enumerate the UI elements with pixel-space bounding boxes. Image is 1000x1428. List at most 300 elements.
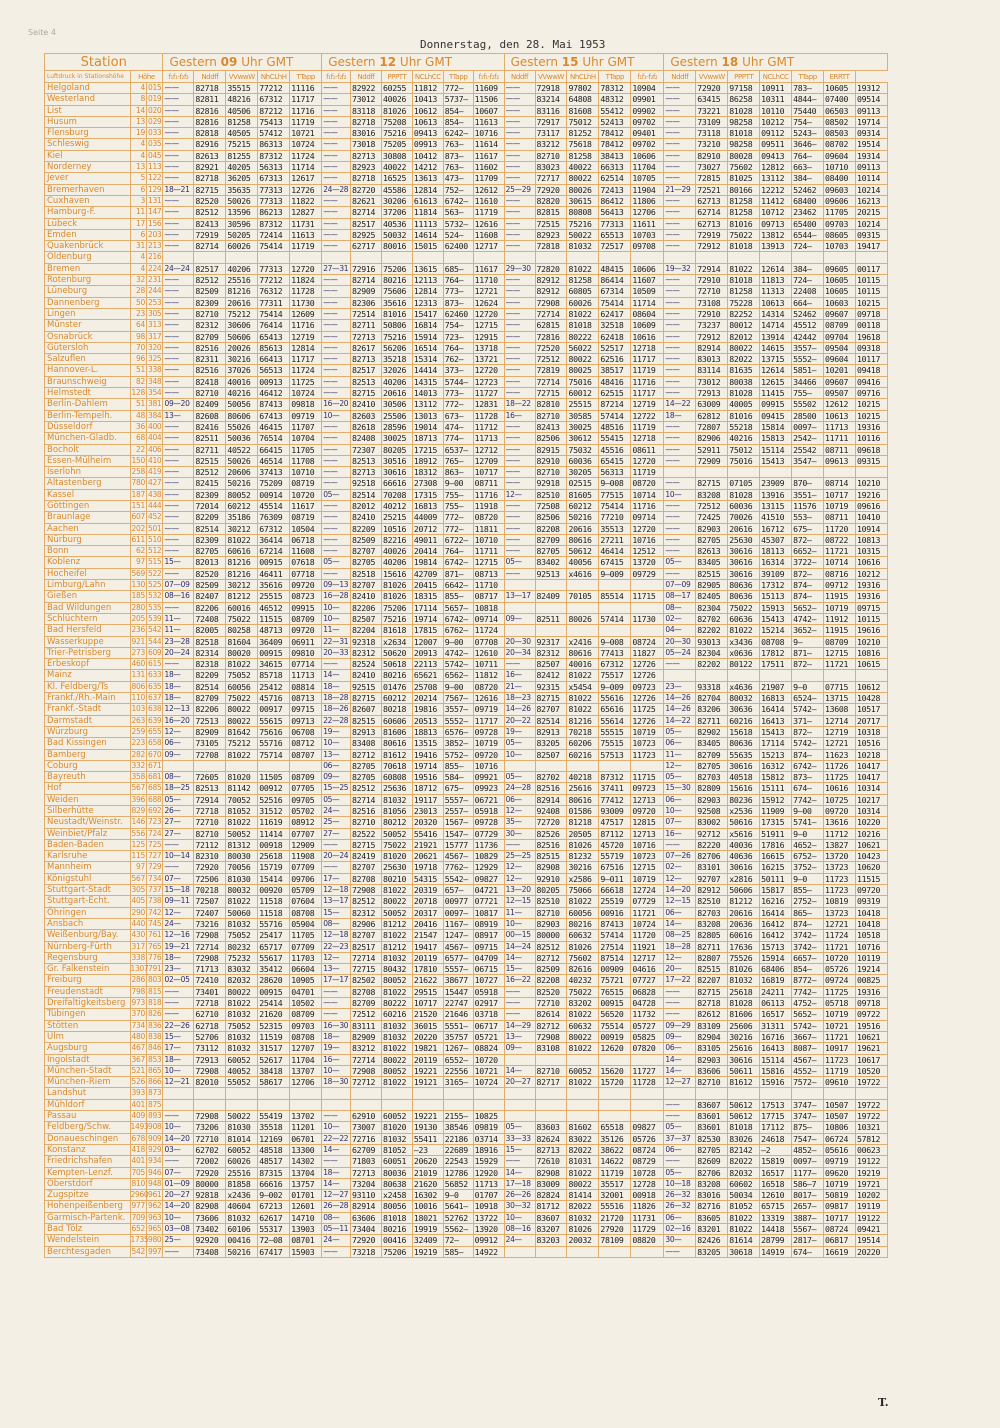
- station-id: 522: [147, 568, 162, 578]
- data-cell: 05—: [322, 489, 351, 500]
- data-cell: 82703: [696, 907, 728, 918]
- data-cell: 15—: [163, 557, 194, 568]
- data-cell: 50611: [728, 1065, 760, 1076]
- data-cell: 76515: [599, 986, 631, 997]
- data-cell: 72815: [696, 173, 728, 184]
- data-cell: 30506: [381, 399, 412, 410]
- station-height: 96: [130, 354, 146, 365]
- data-cell: ——: [163, 286, 194, 297]
- data-cell: [163, 1099, 194, 1110]
- data-cell: ——: [322, 229, 351, 240]
- data-cell: 19316: [855, 591, 887, 602]
- data-cell: ——: [504, 1156, 535, 1167]
- data-cell: 87315: [258, 1167, 290, 1178]
- data-cell: 38622: [599, 1144, 631, 1155]
- station-id: 738: [147, 896, 162, 906]
- data-cell: 78412: [599, 128, 631, 139]
- data-cell: ——: [163, 1111, 194, 1122]
- data-cell: 03718: [473, 1009, 504, 1020]
- data-cell: 10—: [322, 613, 351, 624]
- data-cell: [855, 252, 887, 263]
- data-cell: ——: [664, 365, 696, 376]
- data-cell: 772—: [443, 523, 473, 534]
- station-height: 31: [130, 241, 146, 252]
- data-cell: 82516: [194, 365, 226, 376]
- station-id: 253: [147, 297, 162, 307]
- data-cell: 20—24: [163, 647, 194, 658]
- data-cell: 3551—: [792, 489, 824, 500]
- data-cell: 86258: [728, 94, 760, 105]
- station-id: 419: [147, 467, 162, 477]
- data-cell: ——: [322, 444, 351, 455]
- data-cell: 17114: [412, 602, 443, 613]
- data-cell: 5243—: [792, 128, 824, 139]
- data-cell: 67413: [258, 410, 290, 421]
- data-cell: 20319: [412, 885, 443, 896]
- data-cell: 50052: [381, 828, 412, 839]
- data-cell: 08—: [664, 602, 696, 613]
- data-cell: 11710: [473, 275, 504, 286]
- data-cell: 82809: [696, 783, 728, 794]
- data-cell: 16514: [412, 342, 443, 353]
- data-cell: 82708: [351, 873, 382, 884]
- data-cell: 81022: [381, 885, 412, 896]
- data-cell: 20320: [412, 817, 443, 828]
- data-cell: 10—: [163, 1122, 194, 1133]
- data-cell: 05825: [631, 1031, 664, 1042]
- data-cell: 15817: [760, 885, 792, 896]
- data-cell: 11713: [824, 421, 856, 432]
- station-name: Berlin-Dahlem: [45, 399, 131, 410]
- station-height: 187: [131, 489, 145, 499]
- data-cell: 13722: [473, 1212, 504, 1223]
- data-cell: 10720: [824, 952, 856, 963]
- data-cell: 80052: [226, 489, 258, 500]
- footer-mark: T.: [878, 1396, 889, 1409]
- data-cell: 15912: [760, 794, 792, 805]
- data-cell: 75606: [381, 286, 412, 297]
- data-cell: 11813: [760, 275, 792, 286]
- data-cell: 30025: [381, 433, 412, 444]
- data-cell: 36015: [412, 1020, 443, 1031]
- station-id: 826: [147, 1009, 162, 1019]
- data-cell: 11812: [473, 670, 504, 681]
- data-cell: 50052: [226, 828, 258, 839]
- data-cell: 55719: [599, 851, 631, 862]
- data-cell: 73105: [194, 738, 226, 749]
- data-cell: ——: [322, 218, 351, 229]
- data-cell: 39109: [760, 568, 792, 579]
- data-cell: 13721: [473, 354, 504, 365]
- data-cell: 11721: [824, 546, 856, 557]
- table-row: [45, 229, 888, 240]
- data-cell: 09705: [290, 794, 322, 805]
- data-cell: 82426: [696, 1235, 728, 1246]
- data-cell: 80616: [567, 794, 599, 805]
- data-cell: 11719: [631, 467, 664, 478]
- station-height: 409: [131, 1111, 145, 1121]
- data-cell: 67314: [599, 286, 631, 297]
- data-cell: x0636: [728, 647, 760, 658]
- station-name: Bayreuth: [45, 772, 131, 783]
- station-name: München-Gladb.: [45, 433, 131, 444]
- data-cell: 11609: [473, 83, 504, 94]
- data-cell: 15413: [760, 613, 792, 624]
- data-cell: 10417: [855, 760, 887, 771]
- station-height: 678: [131, 1133, 145, 1143]
- data-cell: 11707: [290, 421, 322, 432]
- data-cell: 00—15: [504, 930, 535, 941]
- station-id: 406: [147, 444, 162, 454]
- data-cell: 27—: [163, 828, 194, 839]
- station-name: Braunschweig: [45, 376, 131, 387]
- data-cell: 56313: [599, 467, 631, 478]
- data-cell: 80636: [728, 738, 760, 749]
- data-cell: 11727: [473, 388, 504, 399]
- data-cell: 81258: [567, 275, 599, 286]
- data-cell: 11623: [824, 749, 856, 760]
- data-cell: 83201: [696, 1223, 728, 1234]
- data-cell: ——: [664, 308, 696, 319]
- data-cell: 72710: [194, 1133, 226, 1144]
- data-cell: 81026: [567, 941, 599, 952]
- station-height: 4: [130, 263, 146, 274]
- data-cell: ——: [163, 207, 194, 218]
- data-cell: 6742—: [443, 557, 473, 568]
- data-cell: 72514: [351, 308, 382, 319]
- data-cell: 20621: [412, 851, 443, 862]
- data-cell: 40536: [381, 218, 412, 229]
- data-cell: 05—: [163, 794, 194, 805]
- data-cell: 81612: [381, 749, 412, 760]
- data-cell: [258, 1088, 290, 1099]
- data-cell: 60216: [728, 715, 760, 726]
- data-cell: 08824: [473, 1043, 504, 1054]
- data-cell: 75022: [381, 839, 412, 850]
- data-cell: 11727: [631, 1065, 664, 1076]
- data-cell: 08604: [631, 308, 664, 319]
- data-cell: 72720: [535, 817, 567, 828]
- data-cell: 773—: [443, 388, 473, 399]
- data-cell: 13—20: [504, 885, 535, 896]
- station-height: 282: [131, 749, 145, 759]
- data-cell: 82032: [728, 1167, 760, 1178]
- station-id: 909: [147, 1133, 162, 1143]
- data-cell: 9—0: [792, 873, 824, 884]
- data-cell: 82705: [351, 772, 382, 783]
- data-cell: 82613: [194, 150, 226, 161]
- data-cell: 09718: [855, 308, 887, 319]
- data-cell: [290, 1099, 322, 1110]
- data-cell: ——: [664, 546, 696, 557]
- station-name: Karlsruhe: [45, 851, 131, 862]
- data-cell: 13914: [760, 331, 792, 342]
- data-cell: ——: [664, 207, 696, 218]
- data-cell: 16—20: [322, 399, 351, 410]
- data-cell: 81026: [381, 580, 412, 591]
- data-cell: 18021: [412, 1212, 443, 1223]
- data-cell: ——: [163, 139, 194, 150]
- data-cell: 31512: [258, 806, 290, 817]
- data-cell: 48216: [226, 94, 258, 105]
- data-cell: 87312: [599, 772, 631, 783]
- data-cell: 02917: [473, 998, 504, 1009]
- data-cell: [504, 580, 535, 591]
- data-cell: 10703: [824, 241, 856, 252]
- data-cell: ——: [322, 659, 351, 670]
- data-cell: 09113: [855, 162, 887, 173]
- data-cell: 07714: [290, 659, 322, 670]
- data-cell: ——: [322, 512, 351, 523]
- station-height: 290: [131, 907, 145, 917]
- data-cell: 22113: [412, 659, 443, 670]
- data-cell: 872—: [792, 726, 824, 737]
- data-cell: 10110: [760, 105, 792, 116]
- data-cell: 92513: [535, 568, 567, 579]
- data-cell: 4552—: [792, 1065, 824, 1076]
- data-cell: 11725: [290, 376, 322, 387]
- data-cell: [599, 760, 631, 771]
- data-cell: 93110: [351, 1190, 382, 1201]
- data-cell: 08709: [824, 636, 856, 647]
- data-cell: 4852—: [792, 1144, 824, 1155]
- data-cell: 00920: [258, 885, 290, 896]
- data-cell: 82515: [194, 455, 226, 466]
- station-height: 567: [131, 783, 145, 793]
- data-cell: 81212: [381, 941, 412, 952]
- data-cell: 18—28: [664, 941, 696, 952]
- data-cell: 20—27: [163, 1190, 194, 1201]
- data-cell: 10917: [824, 1043, 856, 1054]
- data-cell: 10215: [855, 410, 887, 421]
- data-cell: 17810: [412, 964, 443, 975]
- data-cell: 82216: [381, 534, 412, 545]
- data-cell: 35635: [226, 184, 258, 195]
- data-cell: 10918: [473, 1201, 504, 1212]
- data-cell: [194, 1099, 226, 1110]
- data-cell: 724—: [792, 241, 824, 252]
- data-cell: 13718: [473, 342, 504, 353]
- table-row: [45, 885, 888, 896]
- data-cell: 82710: [194, 308, 226, 319]
- column-header: Nddff: [351, 71, 382, 83]
- station-name: Norderney: [45, 162, 131, 173]
- data-cell: 07707: [290, 828, 322, 839]
- data-cell: 82517: [351, 218, 382, 229]
- data-cell: 12831: [473, 399, 504, 410]
- data-cell: 783—: [792, 83, 824, 94]
- data-cell: 05—: [664, 772, 696, 783]
- data-cell: ——: [163, 534, 194, 545]
- station-name: Darmstadt: [45, 715, 131, 726]
- station-id: 444: [147, 500, 162, 510]
- data-cell: 11719: [290, 241, 322, 252]
- station-id: 015: [147, 83, 162, 92]
- data-cell: 30—: [664, 1235, 696, 1246]
- data-cell: 72718: [194, 998, 226, 1009]
- data-cell: 29515: [412, 986, 443, 997]
- data-cell: [535, 1099, 567, 1110]
- data-cell: 80636: [728, 580, 760, 591]
- data-cell: 72425: [696, 512, 728, 523]
- table-row: [45, 986, 888, 997]
- data-cell: 55218: [728, 421, 760, 432]
- data-cell: 12—: [664, 952, 696, 963]
- data-cell: 50612: [728, 1111, 760, 1122]
- data-cell: 83118: [351, 105, 382, 116]
- station-height: 50: [130, 297, 146, 308]
- data-cell: 73401: [194, 986, 226, 997]
- data-cell: 82713: [351, 354, 382, 365]
- data-cell: 5562—: [443, 1223, 473, 1234]
- station-name: Schleswig: [45, 139, 131, 150]
- data-cell: 83101: [696, 862, 728, 873]
- station-id: 213: [147, 241, 162, 251]
- data-cell: 1247—: [443, 930, 473, 941]
- data-cell: 72—08: [258, 1235, 290, 1246]
- data-cell: 75052: [226, 1020, 258, 1031]
- data-cell: 07400: [824, 94, 856, 105]
- data-cell: 72920: [351, 1235, 382, 1246]
- data-cell: 685—: [443, 263, 473, 274]
- data-cell: x2436: [226, 1190, 258, 1201]
- date-line: Donnerstag, den 28. Mai 1953: [420, 38, 606, 51]
- data-cell: 54315: [412, 873, 443, 884]
- station-id: 670: [147, 749, 162, 759]
- data-cell: ——: [322, 162, 351, 173]
- data-cell: 72713: [351, 1167, 382, 1178]
- data-cell: 871—: [792, 647, 824, 658]
- data-cell: 72820: [535, 263, 567, 274]
- data-cell: 80216: [567, 918, 599, 929]
- data-cell: 82906: [696, 433, 728, 444]
- data-cell: 09511: [760, 139, 792, 150]
- table-row: [45, 602, 888, 613]
- station-name: Kiel: [45, 150, 131, 161]
- data-cell: 09827: [473, 873, 504, 884]
- data-cell: 82409: [194, 399, 226, 410]
- table-row: [45, 286, 888, 297]
- data-cell: 62515: [599, 388, 631, 399]
- data-cell: 12617: [290, 173, 322, 184]
- data-cell: 81022: [567, 670, 599, 681]
- data-cell: 06718: [290, 534, 322, 545]
- data-cell: 72710: [535, 998, 567, 1009]
- data-cell: 764—: [443, 275, 473, 286]
- data-cell: 92315: [535, 681, 567, 692]
- data-cell: 11576: [792, 500, 824, 511]
- data-cell: 663—: [792, 162, 824, 173]
- data-cell: 08912: [290, 817, 322, 828]
- data-cell: 10410: [855, 512, 887, 523]
- station-id: 113: [147, 162, 162, 172]
- data-cell: 11710: [473, 580, 504, 591]
- data-cell: 81022: [226, 817, 258, 828]
- table-row: [45, 94, 888, 105]
- station-height: 4: [130, 150, 146, 161]
- data-cell: 40206: [381, 557, 412, 568]
- data-cell: 81022: [567, 1009, 599, 1020]
- data-cell: 20416: [412, 918, 443, 929]
- data-cell: 11613: [290, 229, 322, 240]
- data-cell: 85514: [599, 591, 631, 602]
- data-cell: 11921: [631, 941, 664, 952]
- data-cell: 75208: [381, 116, 412, 127]
- data-cell: 08719: [290, 478, 322, 489]
- data-cell: 20—22: [504, 715, 535, 726]
- data-cell: 00416: [381, 1235, 412, 1246]
- data-cell: 82509: [535, 964, 567, 975]
- data-cell: 72908: [194, 930, 226, 941]
- data-cell: ——: [504, 376, 535, 387]
- data-cell: 18—: [322, 681, 351, 692]
- data-cell: 25—: [163, 1235, 194, 1246]
- data-cell: 657—: [443, 885, 473, 896]
- data-cell: 21—: [504, 681, 535, 692]
- data-cell: 11824: [290, 275, 322, 286]
- data-cell: 80036: [381, 1167, 412, 1178]
- data-cell: 25515: [567, 399, 599, 410]
- data-cell: 13913: [760, 241, 792, 252]
- data-cell: 75517: [599, 670, 631, 681]
- station-height: 396: [131, 794, 145, 804]
- data-cell: 09415: [760, 410, 792, 421]
- data-cell: 25—25: [504, 851, 535, 862]
- data-cell: 77212: [258, 275, 290, 286]
- data-cell: 9—: [792, 636, 824, 647]
- data-cell: ——: [163, 150, 194, 161]
- data-cell: 5542—: [443, 873, 473, 884]
- data-cell: 81258: [728, 195, 760, 206]
- data-cell: 20—34: [504, 647, 535, 658]
- data-cell: 86313: [258, 139, 290, 150]
- data-cell: 82707: [351, 546, 382, 557]
- station-name: Hohenpeißenberg: [45, 1201, 131, 1212]
- data-cell: 00977: [443, 896, 473, 907]
- station-name: Würzburg: [45, 726, 131, 737]
- data-cell: ——: [664, 421, 696, 432]
- station-height: 780: [131, 478, 145, 488]
- data-cell: 09902: [631, 105, 664, 116]
- data-cell: 72919: [194, 229, 226, 240]
- data-cell: 22543: [443, 1156, 473, 1167]
- data-cell: 12920: [473, 1167, 504, 1178]
- data-cell: 65715: [760, 1201, 792, 1212]
- data-cell: 83601: [696, 1122, 728, 1133]
- data-cell: 65717: [258, 941, 290, 952]
- table-row: [45, 139, 888, 150]
- data-cell: 81028: [728, 388, 760, 399]
- data-cell: [760, 467, 792, 478]
- station-height: 338: [131, 952, 145, 962]
- data-cell: 82311: [194, 354, 226, 365]
- data-cell: 75212: [226, 738, 258, 749]
- station-id: 410: [147, 455, 162, 465]
- data-cell: 82709: [194, 693, 226, 704]
- data-cell: 12—13: [163, 704, 194, 715]
- data-cell: 82908: [194, 1201, 226, 1212]
- data-cell: 15929: [473, 1156, 504, 1167]
- data-cell: 98258: [728, 116, 760, 127]
- data-cell: 80022: [381, 1054, 412, 1065]
- data-cell: 25—29: [504, 184, 535, 195]
- data-cell: 15916: [760, 1077, 792, 1088]
- data-cell: 66618: [599, 885, 631, 896]
- table-row: [45, 738, 888, 749]
- data-cell: 30615: [567, 195, 599, 206]
- data-cell: 15—: [322, 907, 351, 918]
- data-cell: 10816: [855, 647, 887, 658]
